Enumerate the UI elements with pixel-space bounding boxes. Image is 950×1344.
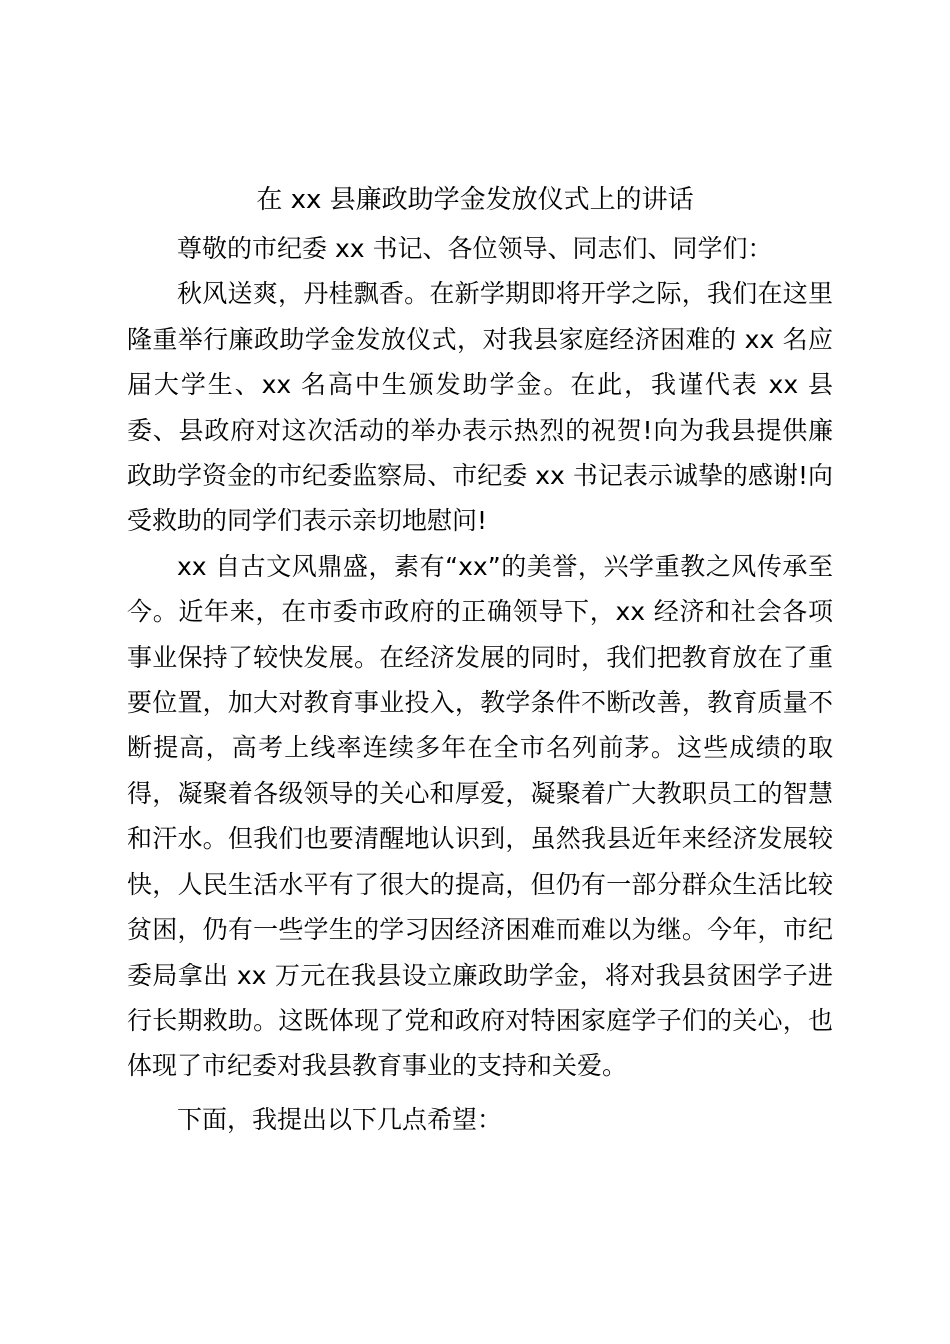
document-body <box>127 226 833 1142</box>
salutation: 尊敬的市纪委 xx 书记、各位领导、同志们、同学们： <box>177 234 773 263</box>
paragraph-2: xx 自古文风鼎盛，素有“xx”的美誉，兴学重教之风传承至今。近年来，在市委市政府的正确领导下，xx 经济和社会各项事业保持了较快发展。在经济发展的同时，我们把教育放在了重要位置，加大对教育事业投入，教学条件不断改善，教育质量不断提高，高考上线率连续多年在全市名列前茅。这些成绩的取得，凝聚着各级领导的关心和厚爱，凝聚着广大教职员工的智慧和汗水。但我们也要清醒地认识到，虽然我县近年来经济发展较快，人民生活水平有了很大的提高，但仍有一部分群众生活比较贫困，仍有一些学生的学习因经济困难而难以为继。今年，市纪委局拿出 xx 万元在我县设立廉政助学金，将对我县贫困学子进行长期救助。这既体现了党和政府对特困家庭学子们的关心，也体现了市纪委对我县教育事业的支持和关爱。 <box>127 551 833 1081</box>
document-title: 在 xx 县廉政助学金发放仪式上的讲话 <box>256 185 694 215</box>
paragraph-1: 秋风送爽，丹桂飘香。在新学期即将开学之际，我们在这里隆重举行廉政助学金发放仪式，对我县家庭经济困难的 xx 名应届大学生、xx 名高中生颁发助学金。在此，我谨代表 xx 县委、县政府对这次活动的举办表示热烈的祝贺!向为我县提供廉政助学资金的市纪委监察局、市纪委 xx 书记表示诚挚的感谢!向受救助的同学们表示亲切地慰问! <box>127 279 833 536</box>
closing-line: 下面，我提出以下几点希望： <box>177 1104 503 1134</box>
